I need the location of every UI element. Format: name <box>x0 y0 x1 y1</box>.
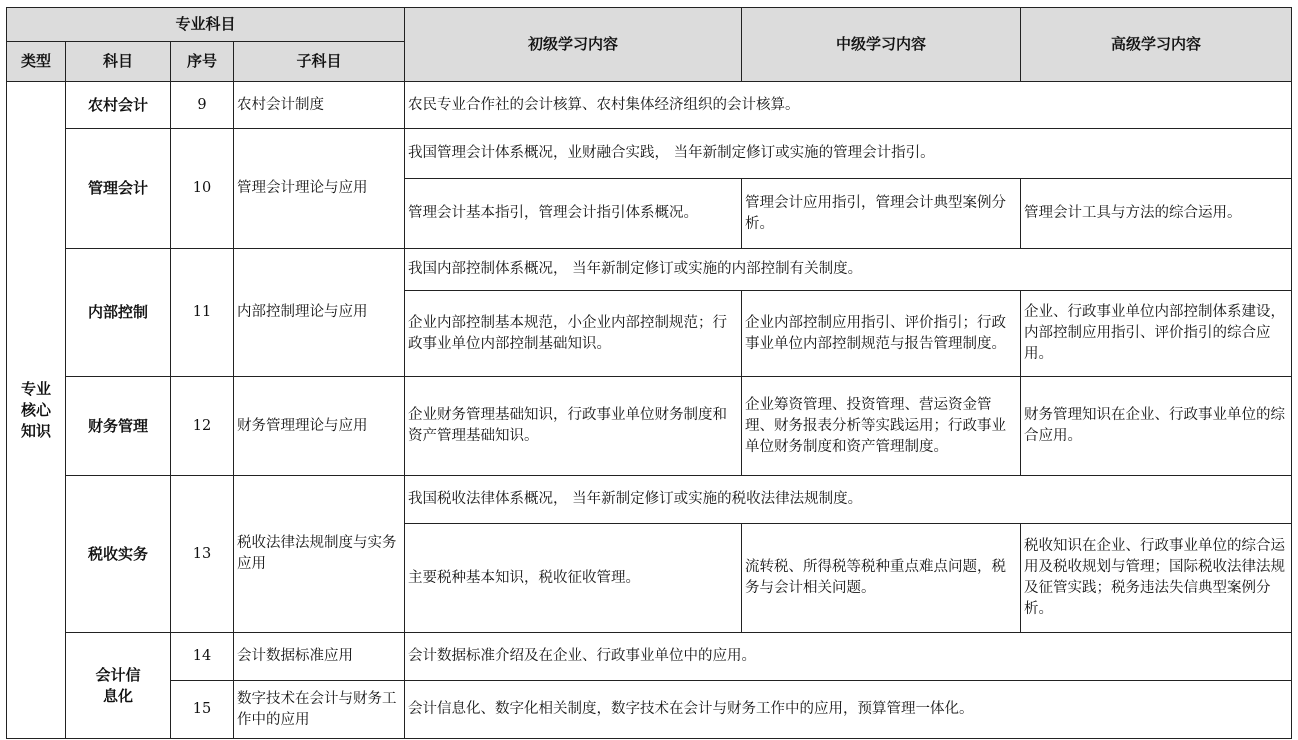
advanced-content-cell: 税收知识在企业、行政事业单位的综合运用及税收规划与管理；国际税收法律法规及征管实践；税务违法失信典型案例分析。 <box>1021 524 1292 633</box>
seq-cell: 13 <box>171 476 234 633</box>
shared-content-cell: 我国内部控制体系概况， 当年新制定修订或实施的内部控制有关制度。 <box>405 249 1292 291</box>
content-cell: 会计数据标准介绍及在企业、行政事业单位中的应用。 <box>405 633 1292 681</box>
seq-cell: 14 <box>171 633 234 681</box>
basic-content-cell: 主要税种基本知识，税收征收管理。 <box>405 524 742 633</box>
seq-cell: 10 <box>171 129 234 249</box>
sub-subject-cell: 内部控制理论与应用 <box>234 249 405 377</box>
seq-header: 序号 <box>171 42 234 82</box>
type-label: 专业核心知识 <box>20 379 51 440</box>
table-row <box>7 476 1292 524</box>
shared-content-cell: 我国管理会计体系概况，业财融合实践， 当年新制定修订或实施的管理会计指引。 <box>405 129 1292 179</box>
table-row <box>7 633 1292 681</box>
subject-header: 科目 <box>66 42 171 82</box>
table-row <box>7 129 1292 179</box>
subject-cell: 财务管理 <box>66 377 171 476</box>
advanced-header: 高级学习内容 <box>1021 8 1292 82</box>
intermediate-content-cell: 企业内部控制应用指引、评价指引；行政事业单位内部控制规范与报告管理制度。 <box>742 291 1021 377</box>
subject-cell: 税收实务 <box>66 476 171 633</box>
advanced-content-cell: 管理会计工具与方法的综合运用。 <box>1021 179 1292 249</box>
table-row <box>7 377 1292 476</box>
seq-cell: 12 <box>171 377 234 476</box>
type-header: 类型 <box>7 42 66 82</box>
type-cell <box>7 82 66 739</box>
sub-subject-cell: 财务管理理论与应用 <box>234 377 405 476</box>
seq-cell: 11 <box>171 249 234 377</box>
subject-cell: 管理会计 <box>66 129 171 249</box>
intermediate-content-cell: 管理会计应用指引，管理会计典型案例分析。 <box>742 179 1021 249</box>
info-subject-label: 会计信息化 <box>95 665 141 705</box>
advanced-content-cell: 财务管理知识在企业、行政事业单位的综合应用。 <box>1021 377 1292 476</box>
table-row <box>7 249 1292 291</box>
basic-content-cell: 企业内部控制基本规范，小企业内部控制规范；行政事业单位内部控制基础知识。 <box>405 291 742 377</box>
content-cell: 会计信息化、数字化相关制度，数字技术在会计与财务工作中的应用，预算管理一体化。 <box>405 681 1292 739</box>
content-cell: 农民专业合作社的会计核算、农村集体经济组织的会计核算。 <box>405 82 1292 129</box>
table-row <box>7 82 1292 129</box>
seq-cell: 9 <box>171 82 234 129</box>
subject-cell: 农村会计 <box>66 82 171 129</box>
shared-content-cell: 我国税收法律体系概况， 当年新制定修订或实施的税收法律法规制度。 <box>405 476 1292 524</box>
sub-subject-cell: 农村会计制度 <box>234 82 405 129</box>
basic-header: 初级学习内容 <box>405 8 742 82</box>
sub-subject-cell: 管理会计理论与应用 <box>234 129 405 249</box>
basic-content-cell: 管理会计基本指引，管理会计指引体系概况。 <box>405 179 742 249</box>
subject-cell <box>66 633 171 739</box>
sub-subject-header: 子科目 <box>234 42 405 82</box>
basic-content-cell: 企业财务管理基础知识，行政事业单位财务制度和资产管理基础知识。 <box>405 377 742 476</box>
intermediate-header: 中级学习内容 <box>742 8 1021 82</box>
curriculum-table <box>6 7 1292 739</box>
sub-subject-cell: 数字技术在会计与财务工作中的应用 <box>234 681 405 739</box>
intermediate-content-cell: 流转税、所得税等税种重点难点问题，税务与会计相关问题。 <box>742 524 1021 633</box>
sub-subject-cell: 税收法律法规制度与实务应用 <box>234 476 405 633</box>
table-row <box>7 681 1292 739</box>
seq-cell: 15 <box>171 681 234 739</box>
advanced-content-cell: 企业、行政事业单位内部控制体系建设，内部控制应用指引、评价指引的综合应用。 <box>1021 291 1292 377</box>
intermediate-content-cell: 企业筹资管理、投资管理、营运资金管理、财务报表分析等实践运用；行政事业单位财务制度和资产管理制度。 <box>742 377 1021 476</box>
major-subject-header: 专业科目 <box>7 8 405 42</box>
subject-cell: 内部控制 <box>66 249 171 377</box>
sub-subject-cell: 会计数据标准应用 <box>234 633 405 681</box>
